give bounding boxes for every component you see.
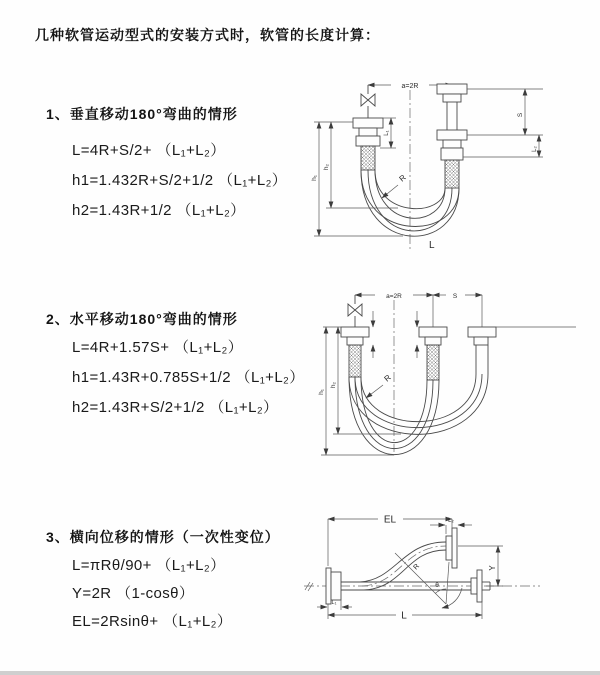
formula-line: h2=1.43R+1/2 （L₁+L₂） [72, 202, 246, 219]
dim-label-r: R [412, 562, 421, 572]
valve-icon [348, 304, 355, 316]
diagram-lateral-displacement [300, 498, 595, 653]
dim-label-h1: h₁ [318, 389, 325, 395]
dim-label-a2r: a=2R [401, 83, 419, 90]
dimension-s [433, 293, 482, 327]
diagram-horizontal-180-bend [313, 282, 588, 462]
hose-assembly-middle [419, 327, 447, 380]
dim-label-el: EL [383, 514, 397, 526]
hose-curves [349, 374, 488, 455]
dimension-s [463, 89, 543, 157]
hose-assembly-left [353, 85, 383, 170]
hose-s-curve [360, 542, 446, 590]
section-2-heading: 2、水平移动180°弯曲的情形 [46, 311, 238, 327]
dimension-el [328, 515, 452, 567]
hose-assembly-left [341, 295, 369, 377]
dim-label-y: Y [488, 565, 497, 571]
dimension-l [328, 602, 482, 622]
formula-line: Y=2R （1-cosθ） [72, 585, 195, 602]
dim-label-r: R [397, 172, 408, 184]
dimension-l2 [430, 518, 472, 534]
dim-label-l2: L₂ [448, 518, 454, 524]
dim-label-l2: L₂ [532, 146, 538, 152]
formula-line: EL=2Rsinθ+ （L₁+L₂） [72, 613, 233, 630]
formula-line: h2=1.43R+S/2+1/2 （L₁+L₂） [72, 399, 279, 416]
flange-left [326, 568, 341, 604]
dim-label-s: S [517, 112, 524, 118]
formula-line: L=πRθ/90+ （L₁+L₂） [72, 557, 226, 574]
valve-icon [361, 94, 368, 106]
radius-construction [395, 553, 449, 604]
dim-label-l1: L₁ [331, 600, 337, 606]
formula-line: L=4R+S/2+ （L₁+L₂） [72, 142, 226, 159]
dim-label-h1: h₁ [311, 175, 318, 181]
radius-leader [366, 373, 393, 398]
formula-line: h1=1.432R+S/2+1/2 （L₁+L₂） [72, 172, 288, 189]
dimension-l2 [532, 135, 539, 157]
dim-label-s: S [452, 292, 458, 300]
diagram-vertical-180-bend [303, 70, 581, 255]
flange-upper [446, 528, 457, 568]
section-3-heading: 3、横向位移的情形（一次性变位） [46, 529, 280, 545]
radius-leader [382, 173, 408, 198]
dimension-a2r [355, 293, 433, 300]
dim-label-l: L [401, 610, 407, 622]
hose-assembly-right [437, 84, 467, 188]
dim-label-h2: h₂ [323, 163, 330, 171]
page-title: 几种软管运动型式的安装方式时，软管的长度计算： [35, 27, 380, 43]
dim-label-h2: h₂ [330, 381, 337, 389]
formula-line: h1=1.43R+0.785S+1/2 （L₁+L₂） [72, 369, 305, 386]
page-bottom-edge [0, 671, 600, 675]
dim-label-a2r: a=2R [386, 292, 402, 300]
dim-label-l1: L₁ [384, 130, 390, 136]
hose-assembly-right [468, 327, 496, 374]
dim-label-theta: θ [435, 582, 439, 589]
section-1-heading: 1、垂直移动180°弯曲的情形 [46, 106, 238, 122]
dim-label-l: L [429, 240, 435, 251]
dim-label-r: R [382, 372, 393, 384]
formula-line: L=4R+1.57S+ （L₁+L₂） [72, 339, 244, 356]
